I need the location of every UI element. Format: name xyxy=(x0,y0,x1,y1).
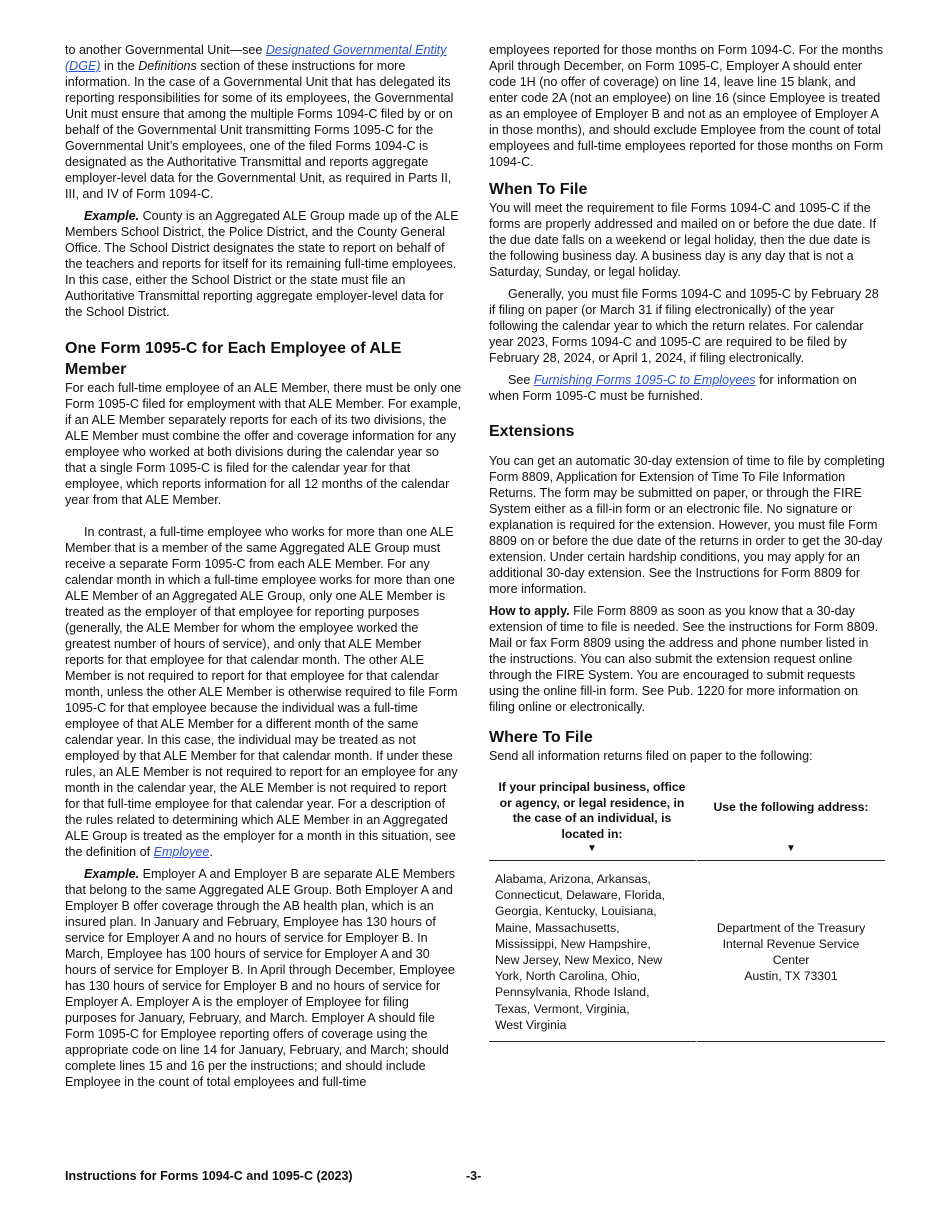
section-heading-extensions: Extensions xyxy=(489,423,575,440)
paragraph-when-1: You will meet the requirement to file Forms 1094-C and 1095-C if the forms are properly addressed and mailed on or before the due date. If the due date falls on a weekend or legal holiday, then the due date is the following business day. A business day is any day that is not a Saturday, Sunday, or legal holiday. xyxy=(489,201,877,279)
section-heading-where-to-file: Where To File xyxy=(489,729,593,746)
footer-title: Instructions for Forms 1094-C and 1095-C (2023) xyxy=(65,1169,353,1183)
employee-link[interactable]: Employee xyxy=(153,845,210,859)
page-number: -3- xyxy=(466,1169,482,1183)
section-heading-one-form: One Form 1095-C for Each Employee of ALE Member xyxy=(65,340,402,378)
table-header-address: Use the following address: ▼ xyxy=(697,780,885,861)
paragraph-employer-example: Example. Employer A and Employer B are separate ALE Members that belong to the same Aggregated ALE Group. Both Employer A and Employer B offer coverage through the AB health plan, which is an insured plan. In January and February, Employee has 130 hours of service for Employer A and no hours of service for Employer B. In March, Employee has 100 hours of service for Employer A and 30 hours of service for Employer B. In April through December, Employee has 130 hours of service for Employer B and no hours of service for Employer A. Employer A is the employer of Employee for filing purposes for January, February, and March. Employer A should file Form 1095-C for Employee reporting offers of coverage using the appropriate code on line 14 for January, February, and March; should complete lines 15 and 16 per the instructions; and should include Employee in the count of total employees and full-time xyxy=(65,867,456,1089)
paragraph-when-3: See Furnishing Forms 1095-C to Employees for information on when Form 1095-C must be furnished. xyxy=(489,373,857,403)
address-cell: Department of the Treasury Internal Revenue Service Center Austin, TX 73301 xyxy=(697,861,885,1042)
paragraph-contrast: In contrast, a full-time employee who works for more than one ALE Member that is a member of the same Aggregated ALE Group must receive a separate Form 1095-C from each ALE Member. For any calendar month in which a full-time employee works for more than one ALE Member of an Aggregated ALE Group, only one ALE Member is treated as the employer of that employee for reporting purposes (generally, the ALE Member for whom the employee worked the greatest number of hours of service), and only that ALE Member reports for that employee for that calendar month. The other ALE Member is not required to report for that employee for that calendar month, unless the other ALE Member is otherwise required to file Form 1095-C for that employee because the individual was a full-time employee of that ALE Member for a different month of the same calendar year. In this case, the individual may be treated as not employed by that ALE Member for that calendar month. If under these rules, an ALE Member is not required to report for an employee for any month in the calendar year, the ALE Member is not required to report for that full-time employee for that calendar year. For a description of the rules related to determining which ALE Member in an Aggregated ALE Group is treated as the employer for a month in this situation, see the definition of Employee. xyxy=(65,525,458,859)
paragraph-one-form: For each full-time employee of an ALE Member, there must be only one Form 1095-C filed for employment with that ALE Member. For example, if an ALE Member separately reports for each of its two divisions, the ALE Member must combine the offer and coverage information for any employee who worked at both divisions during the calendar year so that a single Form 1095-C is filed for the calendar year for that employee, which reports information for all 12 months of the calendar year from that ALE Member. xyxy=(65,381,462,507)
paragraph-where-1: Send all information returns filed on paper to the following: xyxy=(489,749,813,763)
paragraph-when-2: Generally, you must file Forms 1094-C and 1095-C by February 28 if filing on paper (or March 31 if filing electronically) of the year following the calendar year to which the return relates. For calendar year 2023, Forms 1094-C and 1095-C are required to be filed by February 28, 2024, or April 1, 2024, if filing electronically. xyxy=(489,287,879,365)
paragraph-how-to-apply: How to apply. File Form 8809 as soon as you know that a 30-day extension of time to file is needed. See the instructions for Form 8809. Mail or fax Form 8809 using the address and phone number listed in the instructions. You can also submit the extension request online through the FIRE System. You are encouraged to submit requests using the online fill-in form. See Pub. 1220 for more information on filing online or electronically. xyxy=(489,604,879,714)
down-arrow-icon: ▼ xyxy=(587,843,597,854)
down-arrow-icon: ▼ xyxy=(786,843,796,854)
paragraph-county-example: Example. County is an Aggregated ALE Group made up of the ALE Members School District, the Police District, and the County General Office. The School District designates the state to report on behalf of the teachers and reports for itself for its remaining full-time employees. In this case, either the School District or the state must file an Authoritative Transmittal reporting aggregate employer-level data for the School District. xyxy=(65,209,459,319)
right-column xyxy=(489,42,885,1042)
states-cell: Alabama, Arizona, Arkansas, Connecticut, Delaware, Florida, Georgia, Kentucky, Louisiana, Maine, Massachusetts, Mississippi, New Hampshire, New Jersey, New Mexico, New York, North Carolina, Ohio, Pennsylvania, Rhode Island, Texas, Vermont, Virginia, West Virginia xyxy=(489,861,697,1042)
paragraph-ext-1: You can get an automatic 30-day extension of time to file by completing Form 8809, Application for Extension of Time To File Information Returns. The form may be submitted on paper, or through the FIRE System either as a fill-in form or an electronic file. No signature or explanation is required for the extension. However, you must file Form 8809 on or before the due date of the returns in order to get the 30-day extension. Under certain hardship conditions, you may apply for an additional 30-day extension. See the Instructions for Form 8809 for more information. xyxy=(489,454,885,596)
dge-link[interactable]: Designated Governmental Entity (DGE) xyxy=(65,43,447,73)
table-header-location: If your principal business, office or agency, or legal residence, in the case of an individual, is located in: ▼ xyxy=(489,780,697,861)
paragraph-dge: to another Governmental Unit—see Designated Governmental Entity (DGE) in the Definitions section of these instructions for more information. In the case of a Governmental Unit that has delegated its reporting responsibilities for some of its employees, the Governmental Unit must ensure that among the multiple Forms 1094-C filed by or on behalf of the Governmental Unit transmitting Forms 1095-C for the Governmental Unit’s employees, one of the filed Forms 1094-C is designated as the Authoritative Transmittal and reports aggregate employer-level data for the Governmental Unit, as required in Parts II, III, and IV of Form 1094-C. xyxy=(65,43,454,201)
furnishing-link[interactable]: Furnishing Forms 1095-C to Employees xyxy=(533,373,756,387)
address-table xyxy=(489,780,885,1042)
paragraph-continued: employees reported for those months on Form 1094-C. For the months April through December, on Form 1095-C, Employer A should enter code 1H (no offer of coverage) on line 14, leave line 15 blank, and enter code 2A (not an employee) on line 16 (since Employee is treated as an employee of Employer B and not as an employee of Employer A in those months), and should exclude Employee from the count of total employees and full-time employees reported for those months on Form 1094-C. xyxy=(489,43,884,169)
left-column xyxy=(65,42,462,1090)
section-heading-when-to-file: When To File xyxy=(489,181,588,198)
table-row xyxy=(489,861,885,1042)
